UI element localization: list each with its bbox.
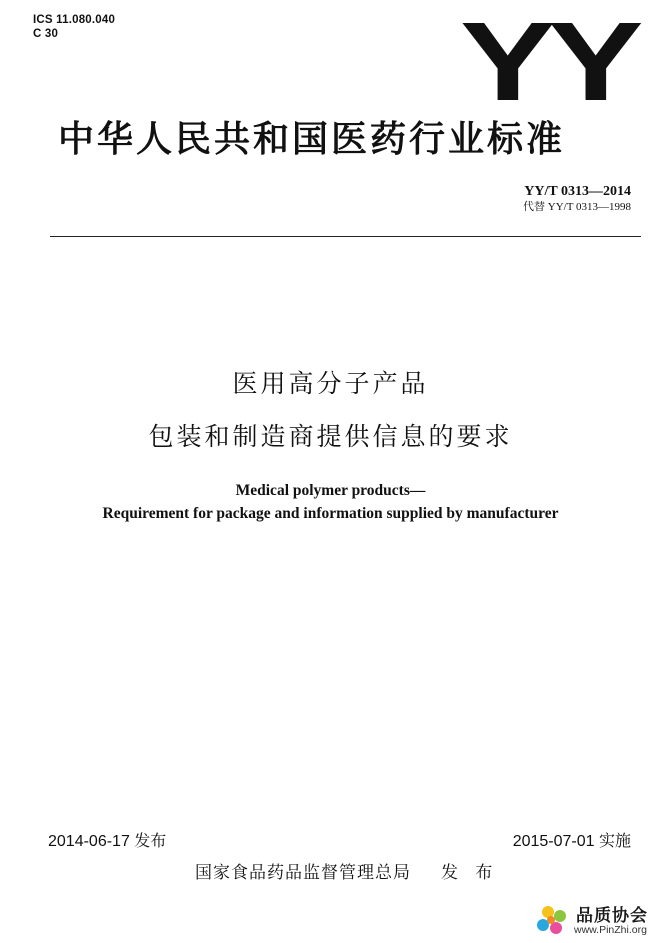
publish-action: 发 布 — [441, 863, 499, 883]
standard-number-block — [523, 183, 631, 214]
zh-title-line1: 医用高分子产品 — [232, 369, 429, 398]
implementation-date: 2015-07-01 实施 — [512, 833, 631, 850]
yy-logo — [460, 0, 636, 124]
publisher-name: 国家食品药品监督管理总局 — [195, 863, 411, 883]
publisher-line — [195, 861, 498, 885]
yy-logo-text: YY — [460, 0, 636, 124]
issue-date: 2014-06-17 发布 — [48, 833, 167, 850]
header-divider — [50, 236, 641, 237]
standard-number: YY/T 0313—2014 — [524, 184, 631, 199]
ics-code: ICS 11.080.040 — [33, 14, 116, 26]
replaces-note: 代替 YY/T 0313—1998 — [523, 201, 631, 213]
en-title-line2: Requirement for package and information supplied by manufacturer — [102, 505, 559, 522]
flower-logo-icon — [534, 902, 574, 942]
classification-codes — [33, 13, 115, 41]
watermark — [534, 900, 661, 943]
watermark-name: 品质协会 — [576, 906, 648, 926]
watermark-url: www.PinZhi.org — [574, 924, 647, 936]
standard-category-heading: 中华人民共和国医药行业标准 — [58, 119, 566, 160]
zh-title-line2: 包装和制造商提供信息的要求 — [148, 422, 513, 451]
en-title-line1: Medical polymer products— — [235, 482, 426, 499]
ccs-code: C 30 — [33, 28, 59, 40]
